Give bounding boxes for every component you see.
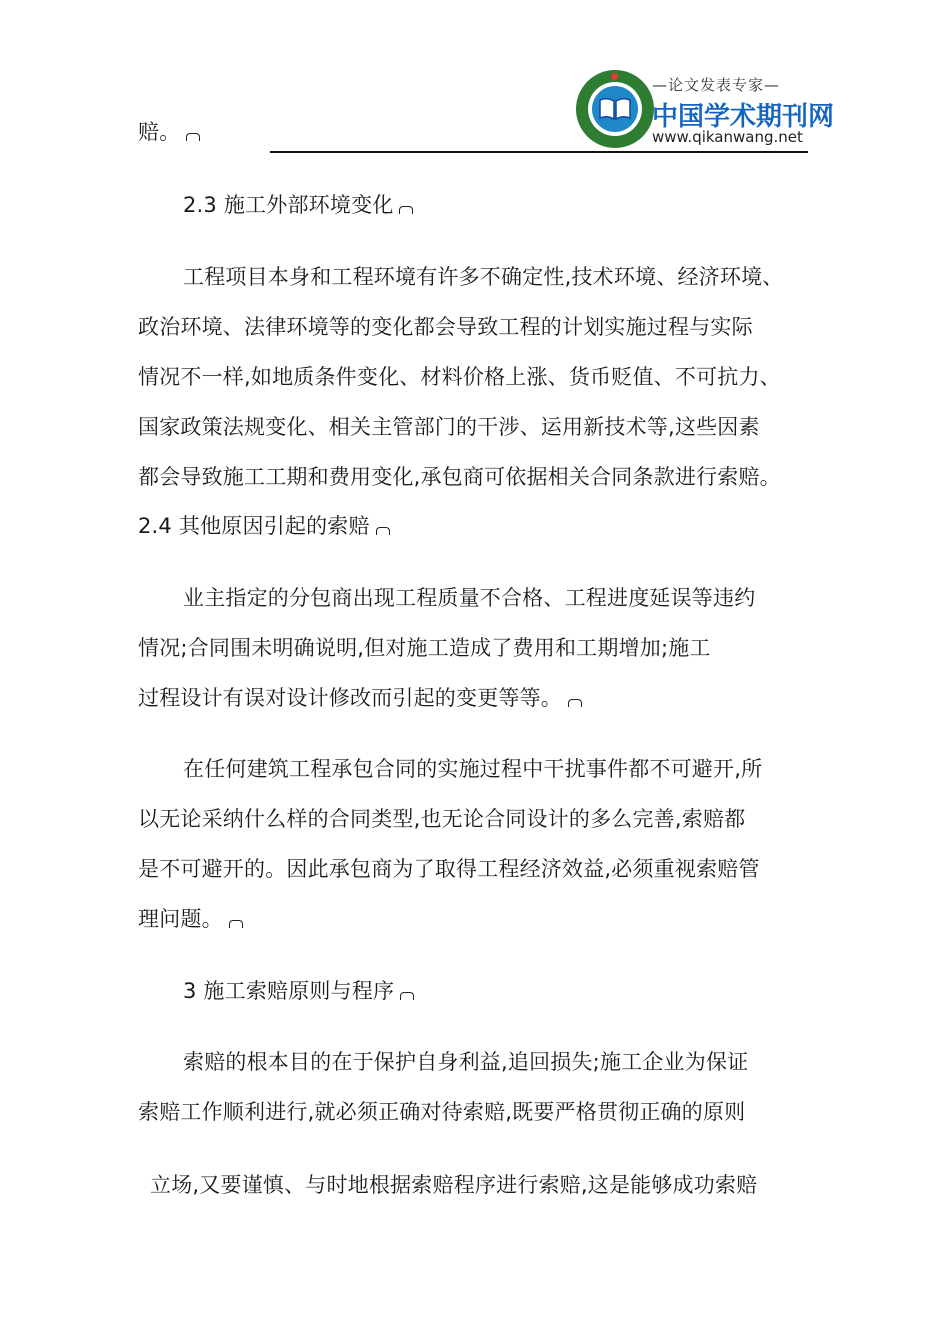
header-divider	[270, 151, 808, 153]
paragraph-line	[138, 412, 760, 442]
paragraph-line	[138, 462, 781, 492]
logo-emblem	[576, 70, 654, 148]
logo-url[interactable]: www.qikanwang.net	[652, 128, 803, 146]
text: 在任何建筑工程承包合同的实施过程中干扰事件都不可避开,所	[183, 757, 763, 781]
text: 情况不一样,如地质条件变化、材料价格上涨、货币贬值、不可抗力、	[138, 365, 781, 389]
paragraph-line	[183, 262, 783, 292]
text: 业主指定的分包商出现工程质量不合格、工程进度延误等违约	[183, 586, 756, 610]
heading-text: 3 施工索赔原则与程序	[183, 979, 395, 1003]
paragraph-line	[138, 904, 243, 934]
paragraph-line	[183, 1047, 748, 1077]
paragraph-mark-icon	[229, 920, 243, 928]
paragraph-line	[138, 1097, 745, 1127]
text: 以无论采纳什么样的合同类型,也无论合同设计的多么完善,索赔都	[138, 807, 746, 831]
section-heading-2-3	[183, 190, 413, 220]
paragraph-line	[150, 1170, 757, 1200]
text: 过程设计有误对设计修改而引起的变更等等。	[138, 686, 562, 710]
paragraph-mark-icon	[568, 699, 582, 707]
paragraph-line	[138, 854, 760, 884]
section-heading-2-4	[138, 511, 390, 541]
text: 赔。	[138, 120, 181, 144]
section-heading-3	[183, 976, 414, 1006]
text: 国家政策法规变化、相关主管部门的干涉、运用新技术等,这些因素	[138, 415, 760, 439]
text: 工程项目本身和工程环境有许多不确定性,技术环境、经济环境、	[183, 265, 784, 289]
text: 情况;合同围未明确说明,但对施工造成了费用和工期增加;施工	[138, 636, 711, 660]
paragraph-line	[138, 117, 200, 147]
paragraph-line	[138, 312, 753, 342]
paragraph-mark-icon	[186, 133, 200, 141]
text: 立场,又要谨慎、与时地根据索赔程序进行索赔,这是能够成功索赔	[150, 1173, 758, 1197]
paragraph-line	[183, 754, 762, 784]
text: 索赔的根本目的在于保护自身利益,追回损失;施工企业为保证	[183, 1050, 749, 1074]
paragraph-mark-icon	[400, 992, 414, 1000]
text: 都会导致施工工期和费用变化,承包商可依据相关合同条款进行索赔。	[138, 465, 781, 489]
paragraph-mark-icon	[376, 527, 390, 535]
open-book-icon	[598, 97, 632, 121]
text: 政治环境、法律环境等的变化都会导致工程的计划实施过程与实际	[138, 315, 753, 339]
logo-tagline: —论文发表专家—	[652, 76, 781, 94]
text: 是不可避开的。因此承包商为了取得工程经济效益,必须重视索赔管	[138, 857, 760, 881]
heading-text: 2.4 其他原因引起的索赔	[138, 514, 370, 538]
logo-name: 中国学术期刊网	[652, 102, 835, 132]
paragraph-line	[138, 804, 745, 834]
site-logo[interactable]	[572, 66, 835, 156]
paragraph-line	[138, 362, 781, 392]
paragraph-line	[138, 683, 582, 713]
text: 索赔工作顺利进行,就必须正确对待索赔,既要严格贯彻正确的原则	[138, 1100, 746, 1124]
text: 理问题。	[138, 907, 223, 931]
paragraph-line	[138, 633, 711, 663]
paragraph-mark-icon	[399, 206, 413, 214]
heading-text: 2.3 施工外部环境变化	[183, 193, 394, 217]
paragraph-line	[183, 583, 755, 613]
